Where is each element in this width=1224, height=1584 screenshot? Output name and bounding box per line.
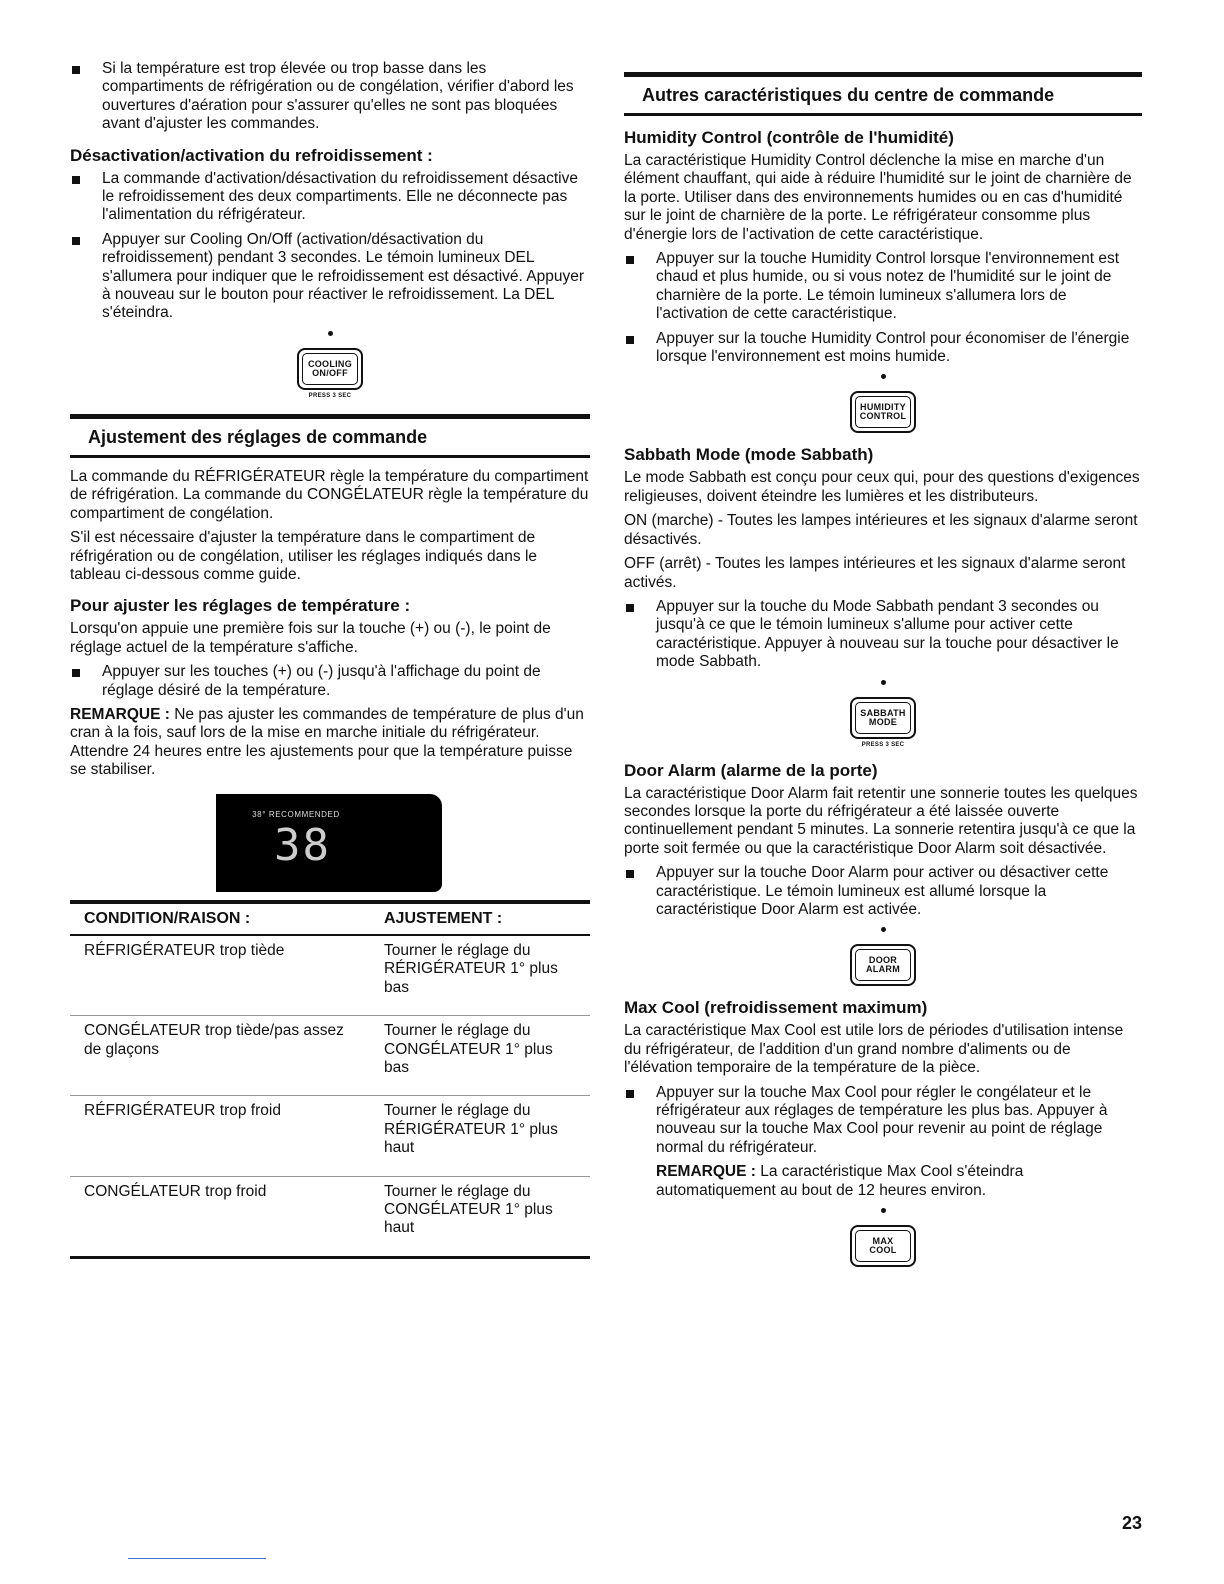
display-recommended: 38° RECOMMENDED bbox=[252, 809, 340, 819]
humidity-bullet-1: Appuyer sur la touche Humidity Control lorsque l'environnement est chaud et plus humide, ou si vous notez de l'humidité sur le joint de charnière de la porte. Le témoin lumineux s'allumera lors de l'activation de cette caractéristique. bbox=[624, 250, 1142, 324]
table-cell: Tourner le réglage du CONGÉLATEUR 1° plus bas bbox=[370, 1016, 590, 1096]
display-value: 38 bbox=[274, 819, 331, 871]
humidity-control-button bbox=[850, 391, 916, 433]
table-row bbox=[70, 1176, 590, 1257]
sabbath-mode-button bbox=[850, 697, 916, 739]
adjust-section-title: Ajustement des réglages de commande bbox=[70, 414, 590, 458]
max-cool-heading: Max Cool (refroidissement maximum) bbox=[624, 998, 928, 1018]
max-cool-note: REMARQUE : La caractéristique Max Cool s'éteindra automatiquement au bout de 12 heures environ. bbox=[656, 1163, 1024, 1199]
humidity-heading: Humidity Control (contrôle de l'humidité) bbox=[624, 128, 954, 147]
adjust-para-2: S'il est nécessaire d'ajuster la température dans le compartiment de réfrigération ou de congélation, utiliser les réglages indiqués dans le tableau ci-dessous comme guide. bbox=[70, 529, 538, 583]
cooling-onoff-label: COOLING ON/OFF bbox=[302, 353, 358, 385]
cooling-bullet-1: La commande d'activation/désactivation du refroidissement désactive le refroidissement des deux compartiments. Elle ne déconnecte pas l'alimentation du réfrigérateur. bbox=[70, 170, 590, 225]
max-cool-para: La caractéristique Max Cool est utile lors de périodes d'utilisation intense du réfrigérateur, de l'addition d'un grand nombre d'aliments ou de l'élévation temporaire de la température de la pièce. bbox=[624, 1022, 1124, 1077]
indicator-light-icon bbox=[881, 1208, 886, 1213]
humidity-button-figure bbox=[624, 374, 1142, 433]
adjust-bullet: Appuyer sur les touches (+) ou (-) jusqu'à l'affichage du point de réglage désiré de la température. bbox=[70, 663, 590, 700]
adjust-heading: Pour ajuster les réglages de température : bbox=[70, 596, 411, 616]
max-cool-bullet: Appuyer sur la touche Max Cool pour régler le congélateur et le réfrigérateur aux réglages de température les plus bas. Appuyer à nouveau sur la touche Max Cool pour revenir au point de réglage normal du réfrigérateur. bbox=[624, 1084, 1142, 1158]
adjustment-table bbox=[70, 900, 590, 1259]
other-features-section-title: Autres caractéristiques du centre de commande bbox=[624, 72, 1142, 116]
table-cell: CONGÉLATEUR trop froid bbox=[70, 1176, 370, 1257]
adjust-para-1: La commande du RÉFRIGÉRATEUR règle la température du compartiment de réfrigération. La commande du CONGÉLATEUR règle la température du compartiment de congélation. bbox=[70, 467, 589, 522]
press-caption: PRESS 3 SEC bbox=[861, 741, 905, 748]
sabbath-para-3: OFF (arrêt) - Toutes les lampes intérieures et les signaux d'alarme seront activés. bbox=[624, 555, 1126, 591]
sabbath-button-figure bbox=[624, 680, 1142, 749]
max-cool-button-figure bbox=[624, 1208, 1142, 1267]
footer-rule bbox=[128, 1558, 266, 1559]
temperature-display bbox=[216, 794, 442, 892]
door-alarm-label: DOOR ALARM bbox=[855, 949, 911, 981]
sabbath-bullet: Appuyer sur la touche du Mode Sabbath pendant 3 secondes ou jusqu'à ce que le témoin lumineux s'allume pour activer cette caractéristique. Appuyer à nouveau sur la touche pour désactiver le mode Sabbath. bbox=[624, 598, 1142, 672]
door-alarm-button-figure bbox=[624, 927, 1142, 986]
indicator-light-icon bbox=[328, 331, 333, 336]
left-column bbox=[70, 60, 590, 1259]
cooling-button-figure bbox=[70, 331, 590, 400]
sabbath-mode-label: SABBATH MODE bbox=[855, 702, 911, 734]
indicator-light-icon bbox=[881, 374, 886, 379]
sabbath-heading: Sabbath Mode (mode Sabbath) bbox=[624, 445, 874, 465]
table-row bbox=[70, 1096, 590, 1176]
table-cell: Tourner le réglage du RÉRIGÉRATEUR 1° plus bas bbox=[370, 935, 590, 1016]
intro-bullet: Si la température est trop élevée ou trop basse dans les compartiments de réfrigération ou de congélation, vérifier d'abord les ouvertures d'aération pour s'assurer qu'elles ne sont pas bloquées avant d'ajuster les commandes. bbox=[70, 60, 590, 134]
sabbath-para-2: ON (marche) - Toutes les lampes intérieures et les signaux d'alarme seront désactivés. bbox=[624, 512, 1138, 548]
table-cell: RÉFRIGÉRATEUR trop froid bbox=[70, 1096, 370, 1176]
table-header-condition: CONDITION/RAISON : bbox=[70, 902, 370, 935]
door-alarm-button bbox=[850, 944, 916, 986]
cooling-onoff-button bbox=[297, 348, 363, 390]
table-row bbox=[70, 1016, 590, 1096]
cooling-heading: Désactivation/activation du refroidissement : bbox=[70, 145, 433, 165]
door-alarm-heading: Door Alarm (alarme de la porte) bbox=[624, 760, 878, 780]
cooling-bullet-2: Appuyer sur Cooling On/Off (activation/désactivation du refroidissement) pendant 3 secondes. Le témoin lumineux DEL s'allumera pour indiquer que le refroidissement est désactivé. Appuyer à nouveau sur le bouton pour réactiver le refroidissement. La DEL s'éteindra. bbox=[70, 231, 590, 323]
right-column bbox=[624, 60, 1142, 1277]
humidity-bullet-2: Appuyer sur la touche Humidity Control pour économiser de l'énergie lorsque l'environnement est moins humide. bbox=[624, 330, 1142, 367]
humidity-para: La caractéristique Humidity Control déclenche la mise en marche d'un élément chauffant, qui aide à réduire l'humidité sur le joint de charnière de la porte. Utiliser dans des environnements humides ou en cas d'humidité sur le joint de charnière de la porte. Le réfrigérateur consomme plus d'énergie lors de l'activation de cette caractéristique. bbox=[624, 152, 1132, 243]
humidity-control-label: HUMIDITY CONTROL bbox=[855, 396, 911, 428]
table-cell: CONGÉLATEUR trop tiède/pas assez de glaçons bbox=[70, 1016, 370, 1096]
adjust-para-3: Lorsqu'on appuie une première fois sur la touche (+) ou (-), le point de réglage actuel de la température s'affiche. bbox=[70, 620, 551, 656]
door-alarm-bullet: Appuyer sur la touche Door Alarm pour activer ou désactiver cette caractéristique. Le témoin lumineux est allumé lorsque la caractéristique Door Alarm est activée. bbox=[624, 864, 1142, 919]
page-number: 23 bbox=[1121, 1513, 1142, 1533]
indicator-light-icon bbox=[881, 680, 886, 685]
sabbath-para-1: Le mode Sabbath est conçu pour ceux qui, pour des questions d'exigences religieuses, doivent éteindre les lumières et les distributeurs. bbox=[624, 469, 1140, 505]
table-row bbox=[70, 935, 590, 1016]
table-cell: Tourner le réglage du RÉRIGÉRATEUR 1° plus haut bbox=[370, 1096, 590, 1176]
indicator-light-icon bbox=[881, 927, 886, 932]
table-cell: RÉFRIGÉRATEUR trop tiède bbox=[70, 935, 370, 1016]
table-cell: Tourner le réglage du CONGÉLATEUR 1° plus haut bbox=[370, 1176, 590, 1257]
max-cool-button bbox=[850, 1225, 916, 1267]
table-header-adjustment: AJUSTEMENT : bbox=[370, 902, 590, 935]
max-cool-label: MAX COOL bbox=[855, 1230, 911, 1262]
door-alarm-para: La caractéristique Door Alarm fait retentir une sonnerie toutes les quelques secondes lorsque la porte du réfrigérateur a été laissée ouverte continuellement pendant 5 minutes. La sonnerie retentira jusqu'à ce que la porte soit fermée ou que la caractéristique Door Alarm soit désactivée. bbox=[624, 784, 1138, 857]
adjust-note: REMARQUE : Ne pas ajuster les commandes de température de plus d'un cran à la fois, sauf lors de la mise en marche initiale du réfrigérateur. Attendre 24 heures entre les ajustements pour que la température puisse se stabiliser. bbox=[70, 705, 584, 779]
press-caption: PRESS 3 SEC bbox=[308, 392, 352, 399]
